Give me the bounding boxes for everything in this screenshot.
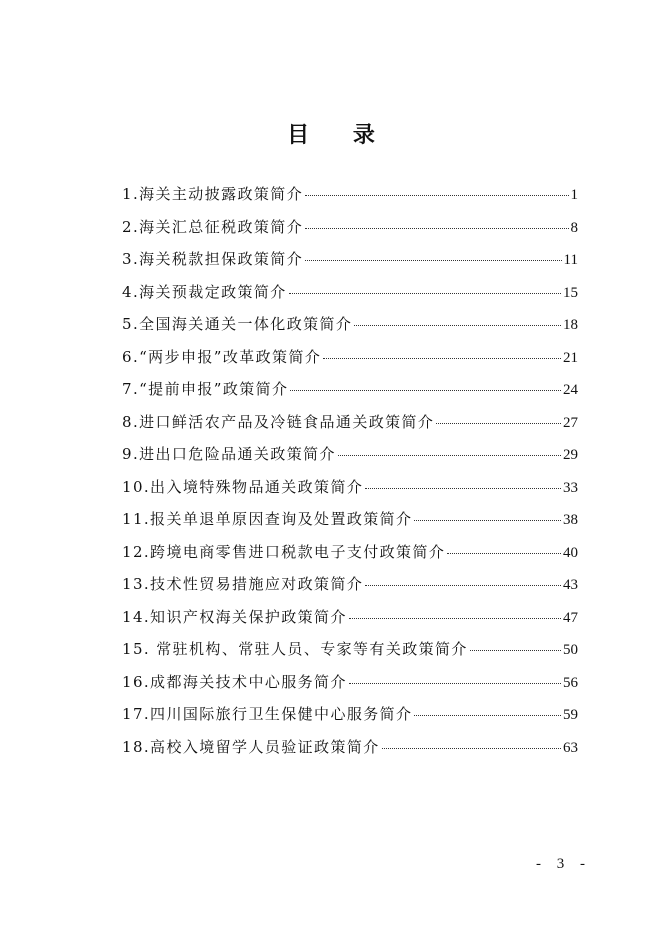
toc-entry-title: 18.高校入境留学人员验证政策简介 <box>122 737 380 756</box>
toc-entry[interactable] <box>122 347 578 380</box>
toc-entry[interactable] <box>122 574 578 607</box>
toc-entry-title: 8.进口鲜活农产品及冷链食品通关政策简介 <box>122 412 435 431</box>
toc-entry-page: 29 <box>563 447 578 463</box>
toc-entry-page: 27 <box>563 414 578 431</box>
toc-entry-title: 4.海关预裁定政策简介 <box>122 282 287 301</box>
toc-entry[interactable] <box>122 217 578 250</box>
toc-entry[interactable] <box>122 477 578 510</box>
toc-entry-page: 56 <box>563 674 578 691</box>
toc-entry-page: 59 <box>563 707 578 723</box>
toc-entry-title: 16.成都海关技术中心服务简介 <box>122 672 347 691</box>
toc-entry-title: 6.“两步申报”改革政策简介 <box>122 347 322 366</box>
toc-entry-title: 17.四川国际旅行卫生保健中心服务简介 <box>122 705 413 723</box>
toc-entry-title: 9.进出口危险品通关政策简介 <box>122 445 336 463</box>
toc-entry-page: 43 <box>563 577 578 593</box>
toc-dot-leader <box>349 618 561 619</box>
toc-dot-leader <box>365 585 561 586</box>
page-title: 目 录 <box>287 123 393 148</box>
toc-dot-leader <box>414 715 561 716</box>
toc-dot-leader <box>436 423 561 424</box>
toc-entry[interactable] <box>122 249 578 282</box>
toc-dot-leader <box>338 455 561 456</box>
toc-entry-page: 11 <box>563 252 578 268</box>
toc-dot-leader <box>305 228 568 229</box>
toc-entry[interactable] <box>122 444 578 477</box>
toc-dot-leader <box>382 748 561 749</box>
toc-entry[interactable] <box>122 737 578 770</box>
toc-dot-leader <box>323 358 561 359</box>
toc-dot-leader <box>305 195 568 196</box>
toc-entry[interactable] <box>122 704 578 737</box>
toc-dot-leader <box>414 520 561 521</box>
toc-entry-title: 10.出入境特殊物品通关政策简介 <box>122 477 364 496</box>
toc-entry[interactable] <box>122 542 578 575</box>
toc-entry[interactable] <box>122 412 578 445</box>
toc-entry-title: 5.全国海关通关一体化政策简介 <box>122 315 353 333</box>
toc-dot-leader <box>447 553 561 554</box>
toc-dot-leader <box>305 260 561 261</box>
page-number: - 3 - <box>536 856 591 872</box>
toc-entry[interactable] <box>122 672 578 705</box>
toc-entry-page: 1 <box>570 187 578 203</box>
toc-entry-title: 2.海关汇总征税政策简介 <box>122 217 304 236</box>
table-of-contents <box>122 184 578 769</box>
toc-entry-page: 8 <box>570 219 578 236</box>
toc-entry[interactable] <box>122 607 578 640</box>
toc-entry-page: 21 <box>563 349 578 366</box>
toc-entry-page: 15 <box>563 284 578 301</box>
toc-dot-leader <box>349 683 561 684</box>
toc-entry-page: 33 <box>563 479 578 496</box>
toc-entry[interactable] <box>122 509 578 542</box>
toc-dot-leader <box>365 488 561 489</box>
toc-entry-title: 15. 常驻机构、常驻人员、专家等有关政策简介 <box>122 640 468 658</box>
toc-entry-page: 47 <box>563 609 578 626</box>
toc-entry-page: 18 <box>563 317 578 333</box>
toc-entry-title: 11.报关单退单原因查询及处置政策简介 <box>122 510 413 528</box>
toc-entry-title: 13.技术性贸易措施应对政策简介 <box>122 575 364 593</box>
toc-dot-leader <box>290 390 561 391</box>
toc-entry-page: 38 <box>563 512 578 528</box>
toc-entry-title: 3.海关税款担保政策简介 <box>122 250 304 268</box>
toc-entry-page: 24 <box>563 382 578 398</box>
toc-entry[interactable] <box>122 314 578 347</box>
toc-entry-title: 12.跨境电商零售进口税款电子支付政策简介 <box>122 542 446 561</box>
toc-entry-title: 1.海关主动披露政策简介 <box>122 185 304 203</box>
toc-dot-leader <box>289 293 561 294</box>
toc-entry[interactable] <box>122 282 578 315</box>
toc-entry-page: 63 <box>563 739 578 756</box>
toc-entry-page: 40 <box>563 544 578 561</box>
toc-entry-title: 7.“提前申报”政策简介 <box>122 380 289 398</box>
toc-entry[interactable] <box>122 639 578 672</box>
toc-entry-page: 50 <box>563 642 578 658</box>
toc-dot-leader <box>354 325 561 326</box>
toc-entry-title: 14.知识产权海关保护政策简介 <box>122 607 347 626</box>
toc-entry[interactable] <box>122 379 578 412</box>
toc-entry[interactable] <box>122 184 578 217</box>
toc-dot-leader <box>470 650 561 651</box>
